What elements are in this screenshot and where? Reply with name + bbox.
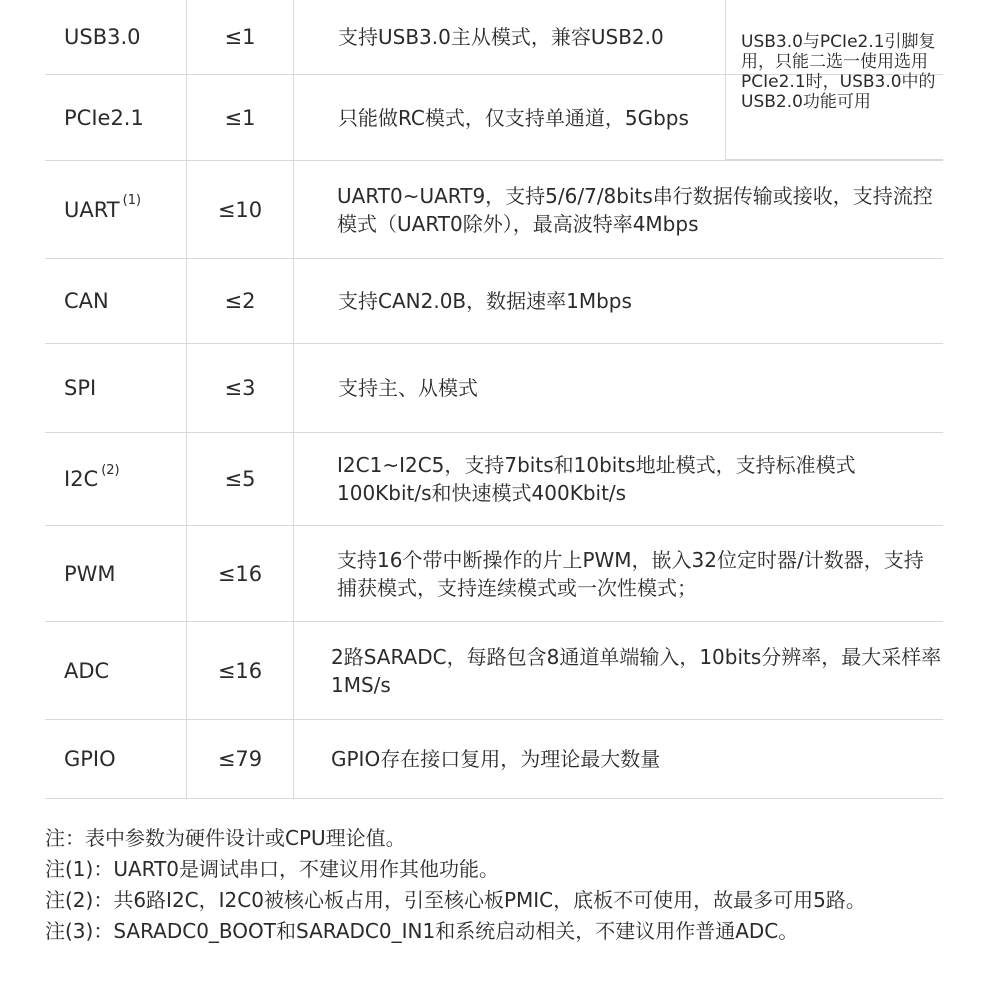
interface-name: USB3.0 [45,0,187,74]
interface-name: SPI [45,344,187,432]
interface-count: ≤16 [187,526,294,621]
interface-count: ≤79 [187,720,294,798]
usb-pcie-mux-note: USB3.0与PCIe2.1引脚复用，只能二选一使用选用PCIe2.1时，USB3.0中的USB2.0功能可用 [725,0,943,160]
interface-count: ≤3 [187,344,294,432]
interface-description: I2C1~I2C5，支持7bits和10bits地址模式，支持标准模式100Kbit/s和快速模式400Kbit/s [337,453,856,505]
table-row [45,720,943,799]
footnote-marker: (2) [101,462,120,478]
interface-description: 支持USB3.0主从模式，兼容USB2.0 [338,25,664,49]
interface-count: ≤2 [187,259,294,343]
table-row [45,622,943,720]
footnote-1: 注(1)：UART0是调试串口，不建议用作其他功能。 [45,857,500,881]
footnote-general: 注：表中参数为硬件设计或CPU理论值。 [45,826,406,850]
table-row [45,344,943,433]
interface-description: 2路SARADC，每路包含8通道单端输入，10bits分辨率，最大采样率 1MS/s [331,644,942,697]
interface-count: ≤10 [187,161,294,258]
footnote-marker: (1) [122,193,142,208]
table-row [45,526,943,622]
interface-description: UART0~UART9，支持5/6/7/8bits串行数据传输或接收，支持流控模式（UART0除外），最高波特率4Mbps [337,183,933,236]
interface-description: 支持16个带中断操作的片上PWM，嵌入32位定时器/计数器，支持捕获模式，支持连续模式或一次性模式； [337,547,924,600]
footnote-3: 注(3)：SARADC0_BOOT和SARADC0_IN1和系统启动相关，不建议用作普通ADC。 [45,919,799,943]
interface-name: UART (1) [45,161,187,258]
interface-name: CAN [45,259,187,343]
table-row [45,433,943,526]
interface-name: I2C (2) [45,433,187,525]
interface-description: 支持CAN2.0B，数据速率1Mbps [338,289,632,313]
table-row [45,161,943,259]
table-row [45,259,943,344]
interface-description: 支持主、从模式 [338,376,478,400]
interface-name: PCIe2.1 [45,75,187,160]
interface-count: ≤1 [187,0,294,74]
interface-count: ≤1 [187,75,294,160]
interface-count: ≤16 [187,622,294,719]
interface-name: GPIO [45,720,187,798]
interface-name: PWM [45,526,187,621]
interface-description: 只能做RC模式，仅支持单通道，5Gbps [338,105,689,130]
footnote-2: 注(2)：共6路I2C，I2C0被核心板占用，引至核心板PMIC，底板不可使用，故最多可用5路。 [45,888,866,912]
interface-count: ≤5 [187,433,294,525]
footnotes [45,823,975,947]
interface-name: ADC [45,622,187,719]
interface-description: GPIO存在接口复用，为理论最大数量 [331,747,661,771]
